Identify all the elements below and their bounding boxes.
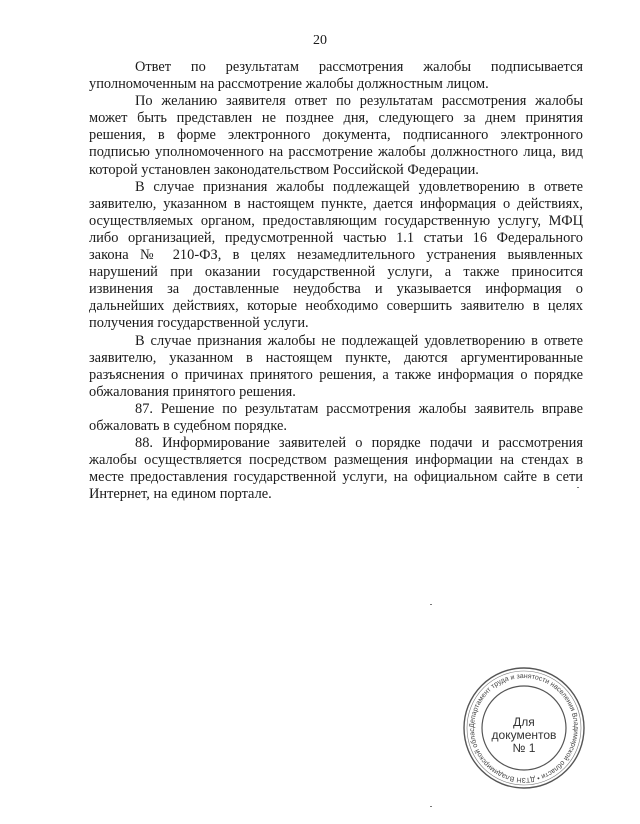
paragraph-88-informing: 88. Информирование заявителей о порядке подачи и рассмотрения жалобы осуществляется посредством размещения информации на стендах в месте предоставления государственной услуги, на официальном сайте в сети Интернет, на едином портале. (89, 435, 583, 503)
scan-speck (577, 487, 579, 488)
stamp-line-3: № 1 (512, 741, 536, 755)
scan-speck (430, 806, 432, 807)
paragraph-response-signing: Ответ по результатам рассмотрения жалобы подписывается уполномоченным на рассмотрение жалобы должностным лицом. (89, 59, 583, 93)
stamp-line-2: документов (491, 728, 557, 742)
paragraph-electronic-response: По желанию заявителя ответ по результатам рассмотрения жалобы может быть представлен не позднее дня, следующего за днем принятия решения, в форме электронного документа, подписанного электронного подписью уполномоченного на рассмотрение жалобы должностного лица, вид которой установлен законодательством Российской Федерации. (89, 93, 583, 178)
paragraph-87-court-appeal: 87. Решение по результатам рассмотрения жалобы заявитель вправе обжаловать в судебном порядке. (89, 400, 583, 434)
stamp-line-1: Для (513, 715, 535, 729)
document-body (89, 59, 583, 503)
paragraph-complaint-satisfied: В случае признания жалобы подлежащей удовлетворению в ответе заявителю, указанном в настоящем пункте, дается информация о действиях, осуществляемых органом, предоставляющим государственную услугу, МФЦ либо организацией, предусмотренной частью 1.1 статьи 16 Федерального закона № 210-ФЗ, в целях незамедлительного устранения выявленных нарушений при оказании государственной услуги, а также приносится извинения за доставленные неудобства и указывается информация о дальнейших действиях, которые необходимо совершить заявителю в целях получения государственной услуги. (89, 178, 583, 332)
stamp-center-text (462, 716, 586, 755)
stamp-ring-text: Департамент труда и занятости населения Владимирской области • ДТЗН Владимирской облас (468, 672, 580, 784)
paragraph-complaint-rejected: В случае признания жалобы не подлежащей удовлетворению в ответе заявителю, указанном в настоящем пункте, даются аргументированные разъяснения о причинах принятого решения, а также информация о порядке обжалования принятого решения. (89, 332, 583, 400)
scan-speck (430, 604, 432, 605)
page-number: 20 (313, 33, 327, 48)
